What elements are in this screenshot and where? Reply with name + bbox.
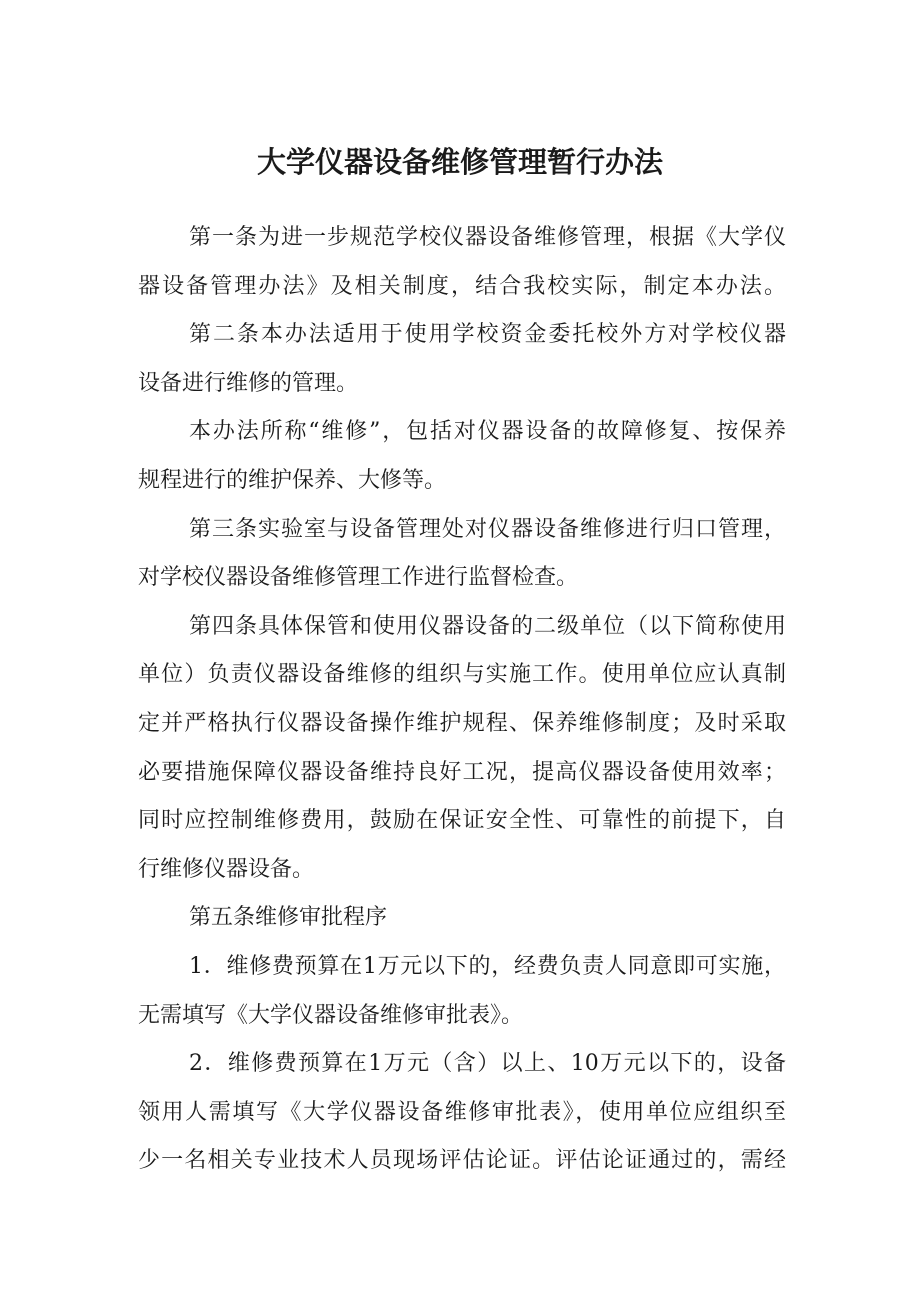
body-line: 1．维修费预算在1万元以下的，经费负责人同意即可实施， — [189, 953, 786, 979]
body-line: 定并严格执行仪器设备操作维护规程、保养维修制度；及时采取 — [138, 710, 786, 736]
body-line: 行维修仪器设备。 — [138, 856, 315, 882]
body-line: 必要措施保障仪器设备维持良好工况，提高仪器设备使用效率； — [138, 759, 786, 785]
document-title: 大学仪器设备维修管理暂行办法 — [256, 145, 663, 179]
body-line: 规程进行的维护保养、大修等。 — [138, 467, 447, 493]
body-line: 第五条维修审批程序 — [189, 905, 388, 931]
body-line: 第四条具体保管和使用仪器设备的二级单位（以下简称使用 — [189, 613, 786, 639]
body-line: 设备进行维修的管理。 — [138, 370, 359, 396]
body-line: 第一条为进一步规范学校仪器设备维修管理，根据《大学仪 — [189, 225, 786, 250]
document-body — [138, 214, 786, 1186]
body-line: 少一名相关专业技术人员现场评估论证。评估论证通过的，需经 — [138, 1148, 786, 1174]
body-line: 2．维修费预算在1万元（含）以上、10万元以下的，设备 — [189, 1051, 786, 1077]
body-line: 无需填写《大学仪器设备维修审批表》。 — [138, 1002, 524, 1028]
body-line: 单位）负责仪器设备维修的组织与实施工作。使用单位应认真制 — [138, 662, 786, 688]
body-line: 器设备管理办法》及相关制度，结合我校实际，制定本办法。 — [138, 273, 786, 299]
body-line: 对学校仪器设备维修管理工作进行监督检查。 — [138, 565, 579, 591]
body-line: 第二条本办法适用于使用学校资金委托校外方对学校仪器 — [189, 322, 786, 348]
body-line: 领用人需填写《大学仪器设备维修审批表》，使用单位应组织至 — [138, 1099, 786, 1125]
body-line: 本办法所称“维修”，包括对仪器设备的故障修复、按保养 — [189, 419, 786, 445]
body-line: 第三条实验室与设备管理处对仪器设备维修进行归口管理， — [189, 516, 786, 542]
body-line: 同时应控制维修费用，鼓励在保证安全性、可靠性的前提下，自 — [138, 808, 786, 834]
